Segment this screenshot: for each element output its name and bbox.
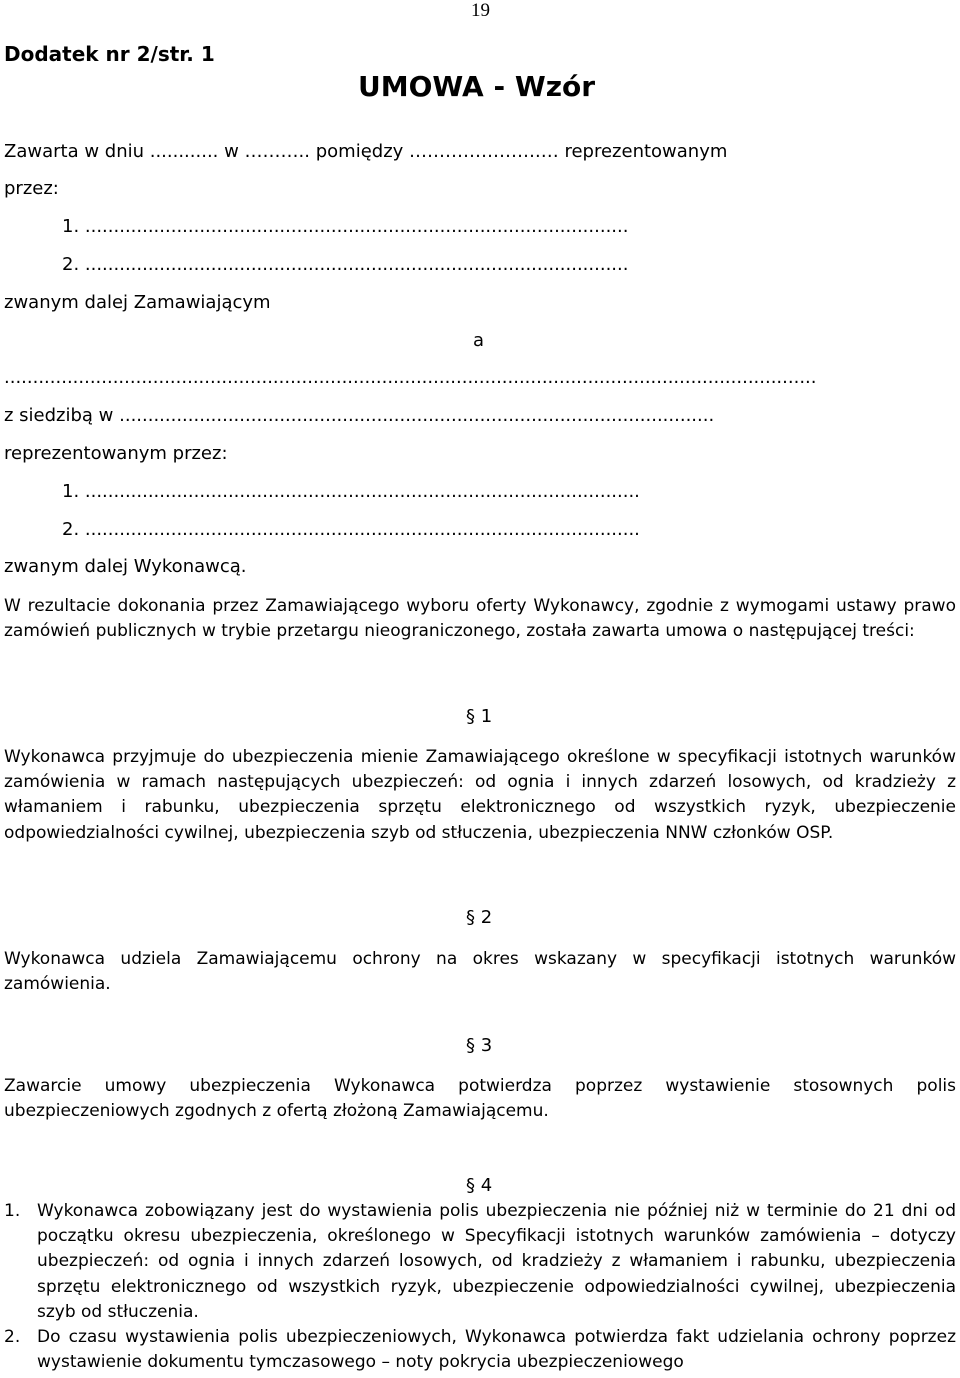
section-1-text: Wykonawca przyjmuje do ubezpieczenia mienie Zamawiającego określone w specyfikacji istotnych warunków zamówienia w ramach następujących ubezpieczeń: od ognia i innych zdarzeń losowych, od kradzieży z włamaniem i rabunku, ubezpieczenia sprzętu elektronicznego od wszystkich ryzyk, ubezpieczenie odpowiedzialności cywilnej, ubezpieczenia szyb od stłuczenia, ubezpieczenia NNW członków OSP. xyxy=(4,747,956,843)
header-line-2: przez: xyxy=(4,178,59,199)
section-1-mark: § 1 xyxy=(466,706,493,727)
header-line-1: Zawarta w dniu ............ w ……….. pomiędzy ………………….… reprezentowanym xyxy=(4,141,728,162)
section-4-list xyxy=(4,1199,956,1375)
zamawiajacy-label: zwanym dalej Zamawiającym xyxy=(4,292,271,313)
section-2-mark: § 2 xyxy=(466,907,493,928)
document-title: UMOWA - Wzór xyxy=(358,70,596,103)
page-number: 19 xyxy=(471,0,490,21)
list-item xyxy=(4,1325,956,1375)
and-word: a xyxy=(473,330,485,351)
section-3-text: Zawarcie umowy ubezpieczenia Wykonawca potwierdza poprzez wystawienie stosownych polis ubezpieczeniowych zgodnych z ofertą złożoną Zamawiającemu. xyxy=(4,1076,956,1122)
contractor-name-field: .............................................................................................................................................. xyxy=(4,367,817,388)
zamawiajacy-rep-1: 1. ............................................................................................... xyxy=(62,216,629,237)
list-item-number: 2. xyxy=(4,1327,21,1348)
wykonawca-rep-2: 2. ................................................................................................. xyxy=(62,519,640,540)
list-item-text: Wykonawca zobowiązany jest do wystawienia polis ubezpieczenia nie później niż w terminie do 21 dni od początku okresu ubezpieczenia, określonego w Specyfikacji istotnych warunków zamówienia – dotyczy ubezpieczeń: od ognia i innych zdarzeń losowych, od kradzieży z włamaniem i rabunku, ubezpieczenia sprzętu elektronicznego od wszystkich ryzyk, ubezpieczenie odpowiedzialności cywilnej, ubezpieczenia szyb od stłuczenia. xyxy=(37,1201,956,1322)
section-2-text: Wykonawca udziela Zamawiającemu ochrony na okres wskazany w specyfikacji istotnych warunków zamówienia. xyxy=(4,949,956,995)
represented-label: reprezentowanym przez: xyxy=(4,443,228,464)
list-item-text: Do czasu wystawienia polis ubezpieczeniowych, Wykonawca potwierdza fakt udzielania ochrony poprzez wystawienie dokumentu tymczasowego – noty pokrycia ubezpieczeniowego xyxy=(37,1327,956,1373)
section-3-mark: § 3 xyxy=(466,1035,493,1056)
section-4-mark: § 4 xyxy=(466,1175,493,1196)
zamawiajacy-rep-2: 2. ............................................................................................... xyxy=(62,254,629,275)
attachment-label: Dodatek nr 2/str. 1 xyxy=(4,42,215,66)
list-item-number: 1. xyxy=(4,1201,21,1221)
list-item xyxy=(4,1199,956,1325)
wykonawca-rep-1: 1. ................................................................................................. xyxy=(62,481,640,502)
intro-paragraph: W rezultacie dokonania przez Zamawiającego wyboru oferty Wykonawcy, zgodnie z wymogami ustawy prawo zamówień publicznych w trybie przetargu nieograniczonego, została zawarta umowa o następującej treści: xyxy=(4,596,956,642)
seat-line: z siedzibą w ........................................................................................................ xyxy=(4,405,715,426)
wykonawca-label: zwanym dalej Wykonawcą. xyxy=(4,556,247,577)
